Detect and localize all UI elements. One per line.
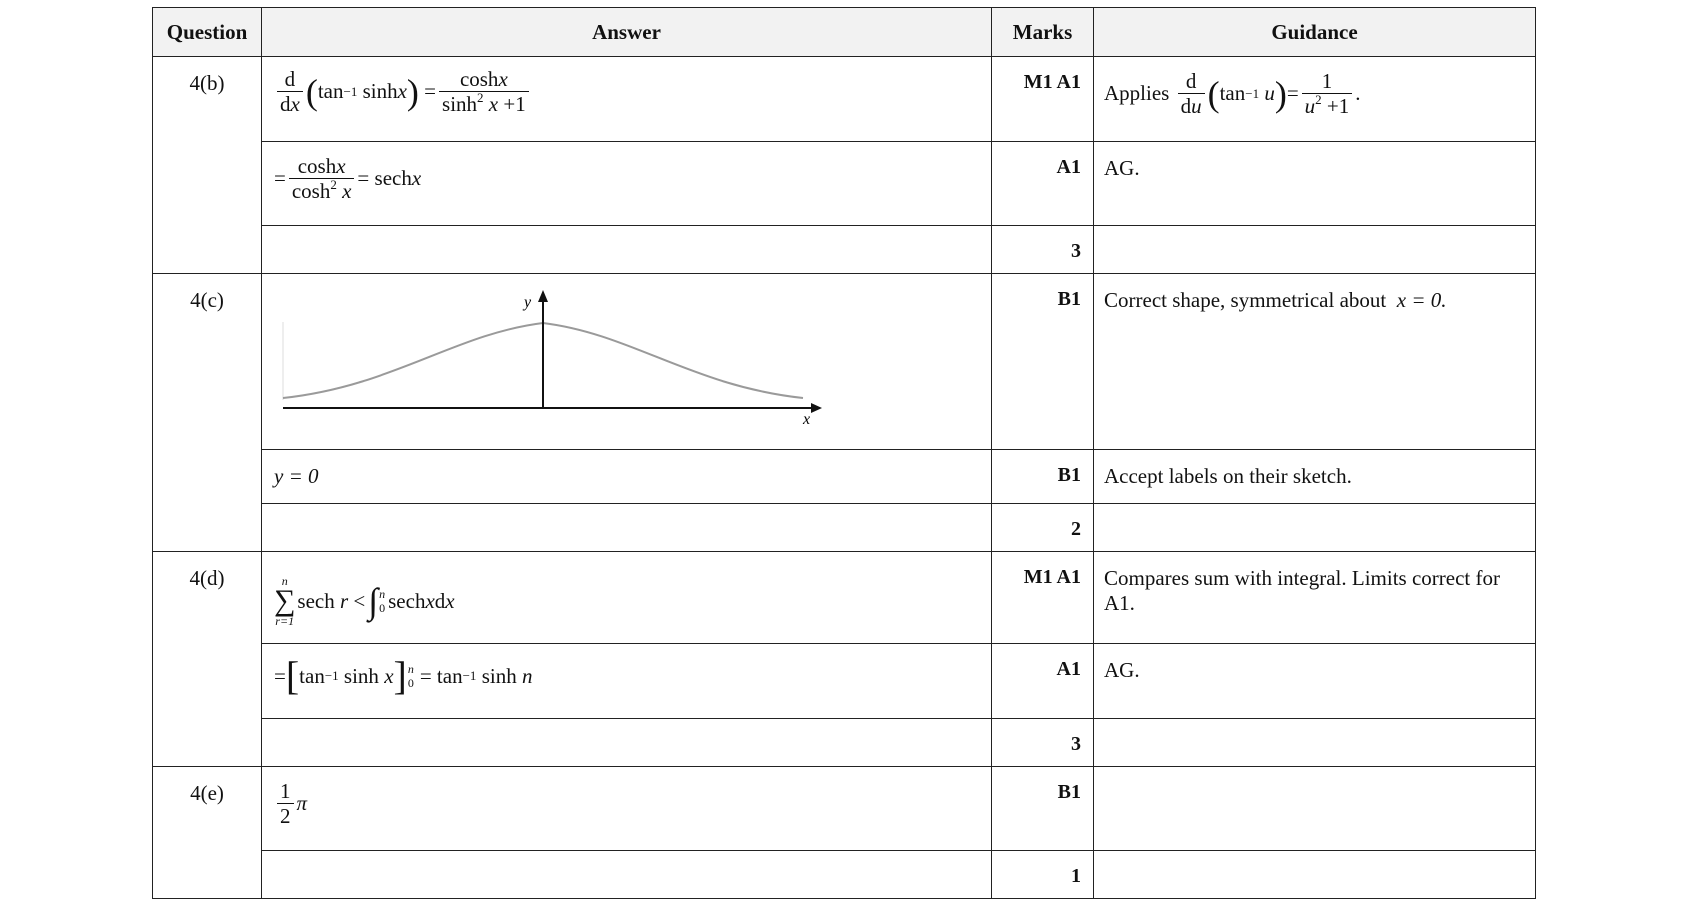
table-row <box>153 274 1536 450</box>
header-answer: Answer <box>262 8 992 57</box>
header-question: Question <box>153 8 262 57</box>
marks-4d-2: A1 <box>992 644 1094 719</box>
total-4c: 2 <box>992 504 1094 552</box>
answer-4b-2: = $\frac{\cosh x}{\cosh^2 x}$ = sech x <box>262 142 992 226</box>
guidance-prefix: Applies <box>1104 81 1170 105</box>
table-row <box>153 57 1536 142</box>
table-row <box>153 552 1536 644</box>
total-4e: 1 <box>992 851 1094 899</box>
answer-4c-2 <box>262 450 992 504</box>
answer-4c-sketch <box>262 274 992 450</box>
table-row <box>153 851 1536 899</box>
guidance-4c-1 <box>1094 274 1536 450</box>
guidance-4b-2: AG. <box>1094 142 1536 226</box>
header-marks: Marks <box>992 8 1094 57</box>
marks-4c-1: B1 <box>992 274 1094 450</box>
header-guidance: Guidance <box>1094 8 1536 57</box>
total-4b: 3 <box>992 226 1094 274</box>
question-label-4e: 4(e) <box>153 767 262 899</box>
table-row <box>153 450 1536 504</box>
x-axis-label: x <box>803 411 811 428</box>
marks-4b-2: A1 <box>992 142 1094 226</box>
table-row <box>153 504 1536 552</box>
asymptote-answer: y = 0 <box>274 464 319 488</box>
answer-4e: $\frac{1}{2}$ π <box>262 767 992 851</box>
header-row <box>153 8 1536 57</box>
marks-4b-1: M1 A1 <box>992 57 1094 142</box>
guidance-text: Correct shape, symmetrical about <box>1104 288 1387 312</box>
guidance-4d-1: Compares sum with integral. Limits correct for A1. <box>1094 552 1536 644</box>
table-row <box>153 226 1536 274</box>
marks-4e: B1 <box>992 767 1094 851</box>
y-axis-label: y <box>524 294 532 311</box>
guidance-4c-2: Accept labels on their sketch. <box>1094 450 1536 504</box>
mark-scheme-table <box>152 7 1536 899</box>
table-row <box>153 142 1536 226</box>
question-label-4b: 4(b) <box>153 57 262 274</box>
total-4d: 3 <box>992 719 1094 767</box>
answer-4d-1: n ∑ r=1 sech r < ∫ n 0 sech x d x <box>262 552 992 644</box>
marks-4d-1: M1 A1 <box>992 552 1094 644</box>
question-label-4c: 4(c) <box>153 274 262 552</box>
table-row <box>153 719 1536 767</box>
answer-4d-2: = [ tan −1 sinh x ] n 0 = tan −1 sinh n <box>262 644 992 719</box>
sech-sketch <box>274 274 834 444</box>
table-row <box>153 767 1536 851</box>
guidance-math: x = 0. <box>1396 288 1447 312</box>
answer-4b-1: $\frac{d}{dx}$ ( tan −1 sinh x ) = $\frac{\cosh x}{\sinh^2 x +1}$ <box>262 57 992 142</box>
x-axis-arrow <box>811 403 822 413</box>
y-axis-arrow <box>538 290 548 302</box>
guidance-4b-1: Applies $\frac{d}{du}$ ( tan −1 u ) = $\frac{1}{u^2 +1}$ . <box>1094 57 1536 142</box>
table-row <box>153 644 1536 719</box>
question-label-4d: 4(d) <box>153 552 262 767</box>
marks-4c-2: B1 <box>992 450 1094 504</box>
guidance-4d-2: AG. <box>1094 644 1536 719</box>
